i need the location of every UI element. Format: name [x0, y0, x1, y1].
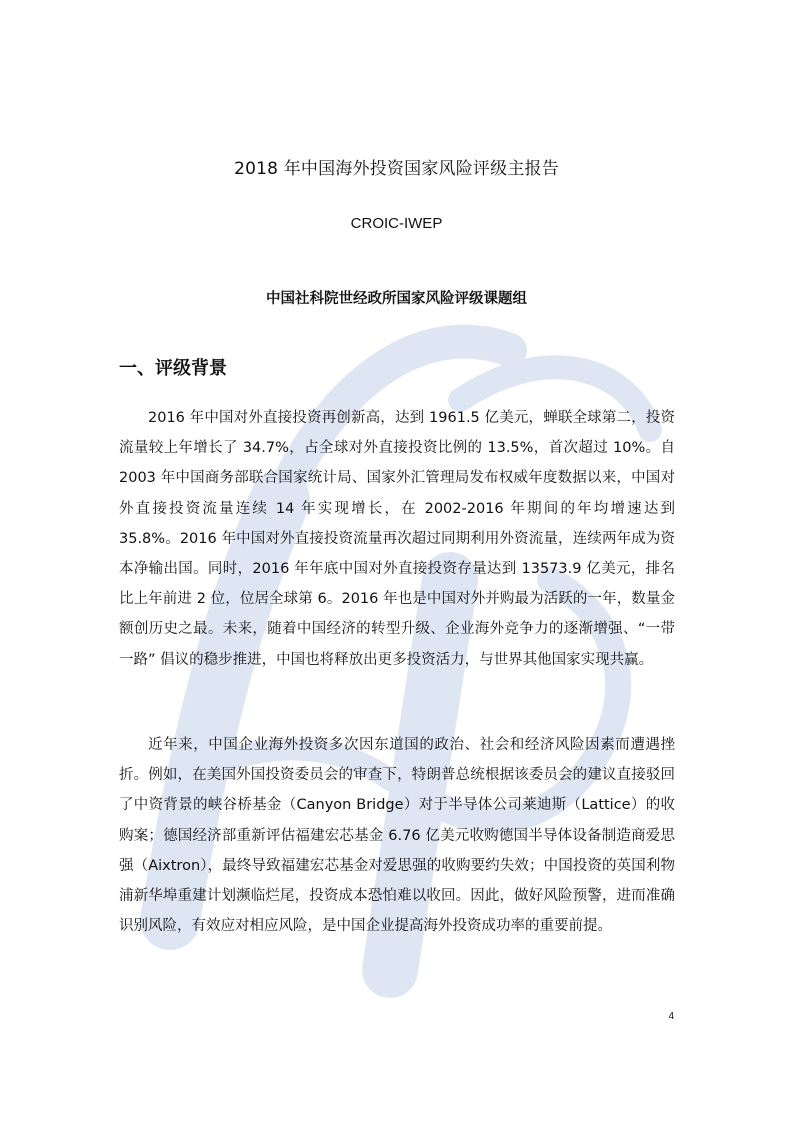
report-title: 2018 年中国海外投资国家风险评级主报告 [234, 159, 559, 179]
report-author: 中国社科院世经政所国家风险评级课题组 [266, 291, 527, 307]
body-paragraph-1: 2016 年中国对外直接投资再创新高，达到 1961.5 亿美元，蝉联全球第二，投资流量较上年增长了 34.7%，占全球对外直接投资比例的 13.5%，首次超过 10%。自 2003 年中国商务部联合国家统计局、国家外汇管理局发布权威年度数据以来，中国对外直接投资流量连续 14 年实现增长，在 2002-2016 年期间的年均增速达到 35.8%。2016 年中国对外直接投资流量再次超过同期利用外资流量，连续两年成为资本净输出国。同时，2016 年年底中国对外直接投资存量达到 13573.9 亿美元，排名比上年前进 2 位，位居全球第 6。2016 年也是中国对外并购最为活跃的一年，数量金额创历史之最。未来，随着中国经济的转型升级、企业海外竞争力的逐渐增强、“一带一路” 倡议的稳步推进，中国也将释放出更多投资活力，与世界其他国家实现共赢。 [119, 410, 675, 668]
section-heading: 一、评级背景 [119, 358, 227, 379]
page-number: 4 [668, 1011, 674, 1022]
report-subtitle: CROIC-IWEP [350, 215, 443, 232]
body-paragraph-2: 近年来，中国企业海外投资多次因东道国的政治、社会和经济风险因素而遭遇挫折。例如，在美国外国投资委员会的审查下，特朗普总统根据该委员会的建议直接驳回了中资背景的峡谷桥基金（Canyon Bridge）对于半导体公司莱迪斯（Lattice）的收购案；德国经济部重新评估福建宏芯基金 6.76 亿美元收购德国半导体设备制造商爱思强（Aixtron），最终导致福建宏芯基金对爱思强的收购要约失效；中国投资的英国利物浦新华埠重建计划濒临烂尾，投资成本恐怕难以收回。因此，做好风险预警，进而准确识别风险，有效应对相应风险，是中国企业提高海外投资成功率的重要前提。 [119, 737, 675, 935]
